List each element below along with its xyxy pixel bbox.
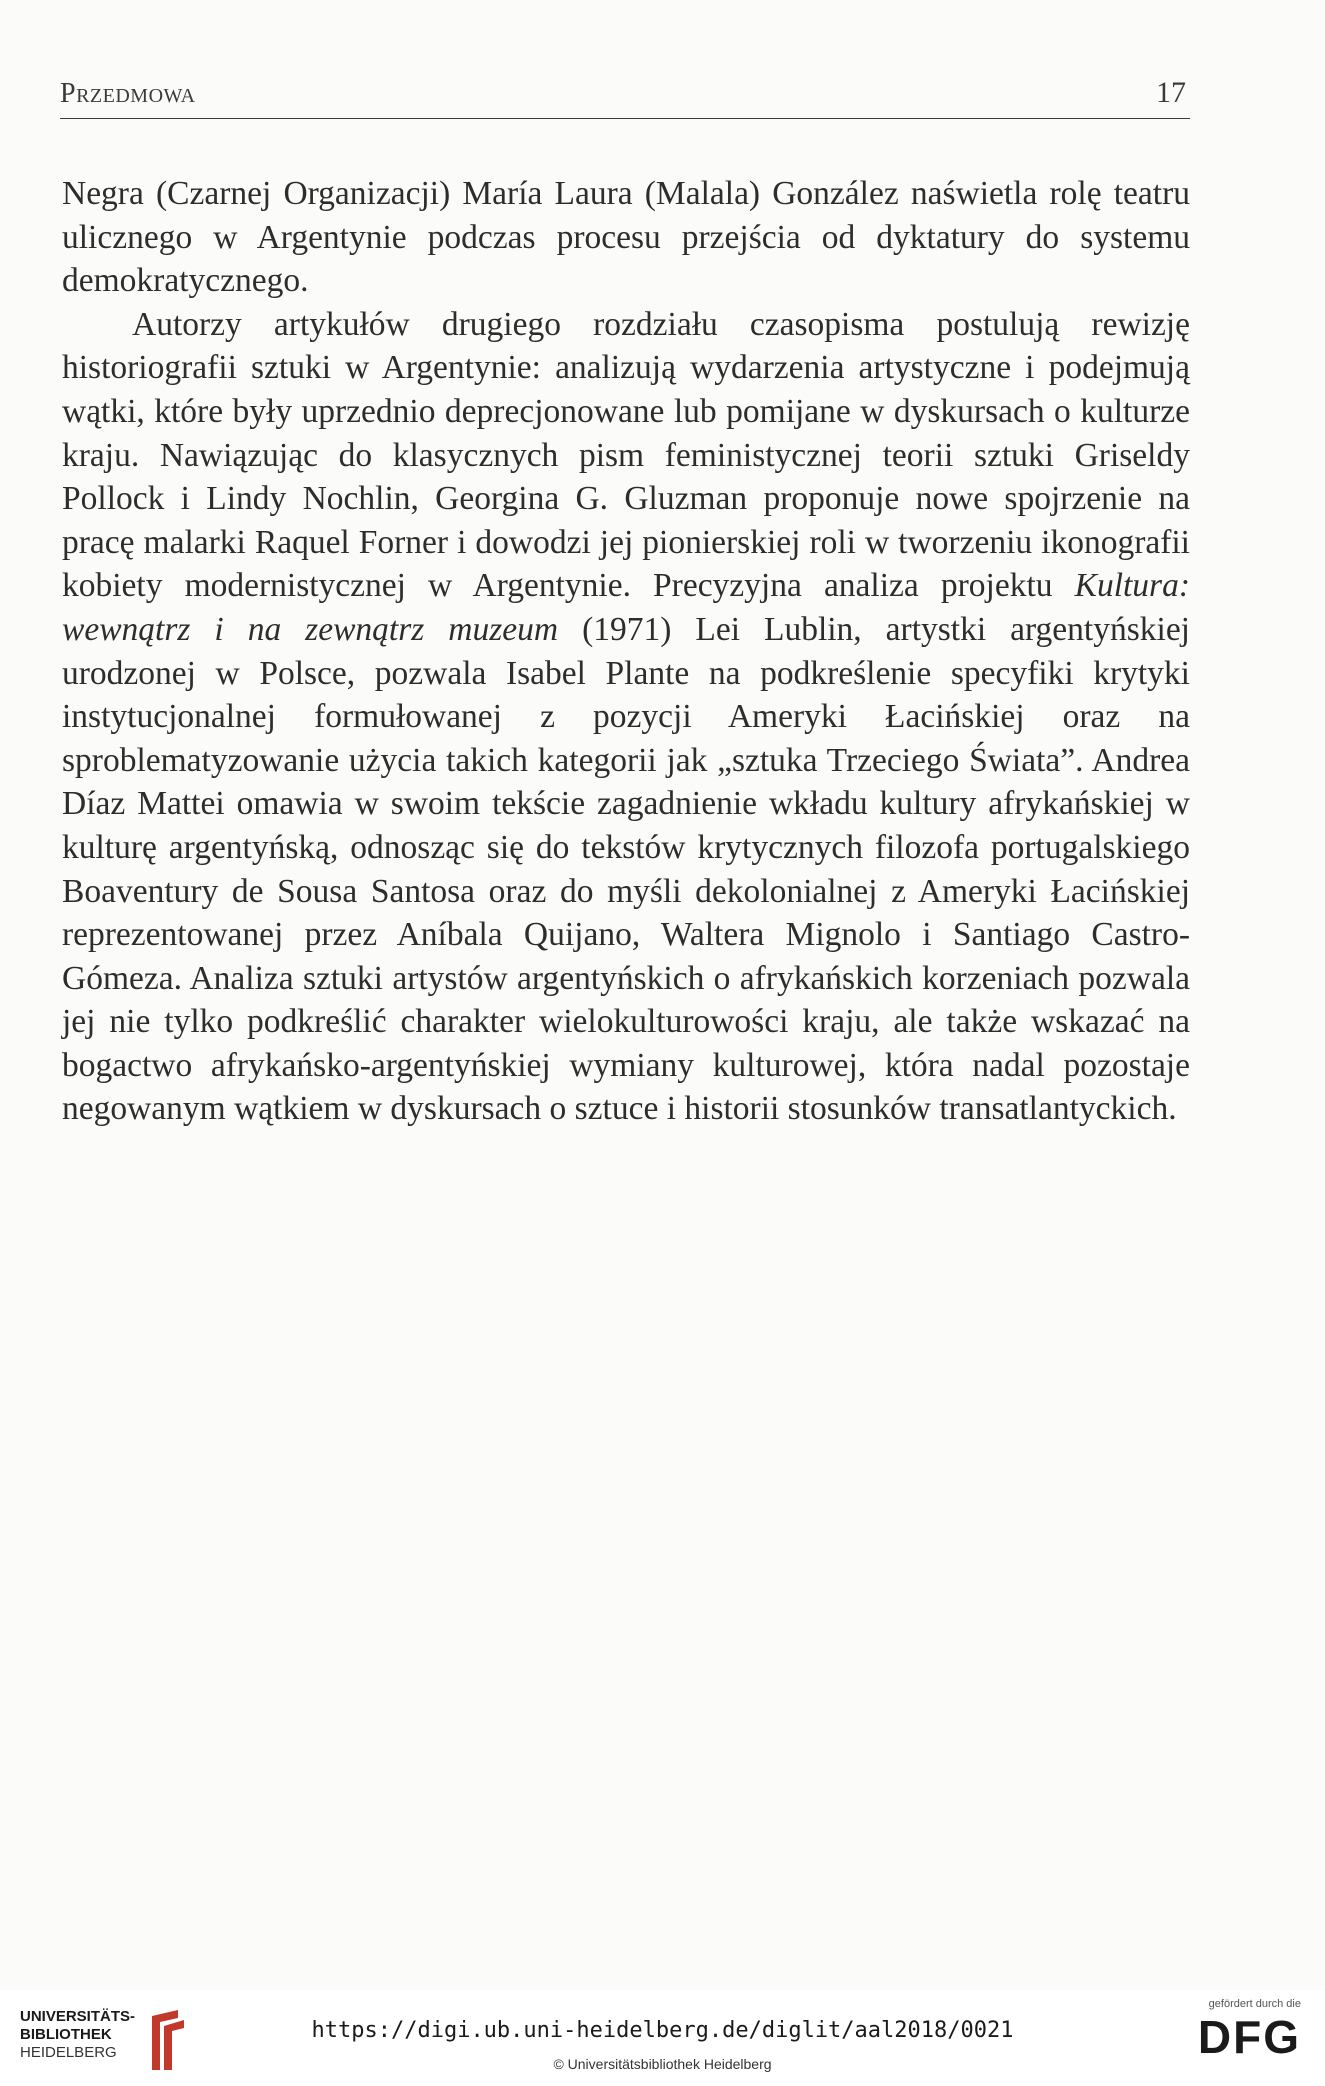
digitization-footer <box>0 1990 1325 2086</box>
library-logo-line1: UNIVERSITÄTS- <box>20 2008 136 2025</box>
paragraph-2-text-a: Autorzy artykułów drugiego rozdziału czasopisma postulują rewizję historiografii sztuki w Argentynie: analizują wydarzenia artystyczne i podejmują wątki, które były uprzednio deprecjonowane lub pomijane w dyskursach o kulturze kraju. Nawiązując do klasycznych pism feministycznej teorii sztuki Griseldy Pollock i Lindy Nochlin, Georgina G. Gluzman proponuje nowe spojrzenie na pracę malarki Raquel Forner i dowodzi jej pionierskiej roli w tworzeniu ikonografii kobiety modernistycznej w Argentynie. Precyzyjna analiza projektu <box>62 305 1190 605</box>
body-text <box>62 172 1190 1131</box>
copyright-notice: © Universitätsbibliothek Heidelberg <box>553 2056 772 2072</box>
dfg-logo: DFG <box>1197 2011 1301 2063</box>
document-url-link[interactable]: https://digi.ub.uni-heidelberg.de/diglit/aal2018/0021 <box>311 2018 1014 2043</box>
running-head <box>60 74 1190 119</box>
library-logo-line2: BIBLIOTHEK <box>20 2026 112 2043</box>
funder-block <box>1171 1998 1301 2078</box>
library-logo-line3: HEIDELBERG <box>20 2044 117 2061</box>
paragraph-2-text-b: (1971) Lei Lublin, artystki argentyńskiej urodzonej w Polsce, pozwala Isabel Plante na podkreślenie specyfiki krytyki instytucjonalnej formułowanej z pozycji Ameryki Łacińskiej oraz na sproblematyzowanie użycia takich kategorii jak „sztuka Trzeciego Świata”. Andrea Díaz Mattei omawia w swoim tekście zagadnienie wkładu kultury afrykańskiej w kulturę argentyńską, odnosząc się do tekstów krytycznych filozofa portugalskiego Boaventury de Sousa Santosa oraz do myśli dekolonialnej z Ameryki Łacińskiej reprezentowanej przez Aníbala Quijano, Waltera Mignolo i Santiago Castro-Gómeza. Analiza sztuki artystów argentyńskich o afrykańskich korzeniach pozwala jej nie tylko podkreślić charakter wielokulturowości kraju, ale także wskazać na bogactwo afrykańsko-argentyńskiej wymiany kulturowej, która nadal pozostaje negowanym wątkiem w dyskursach o sztuce i historii stosunków transatlantyckich. <box>62 610 1190 1128</box>
paragraph-1: Negra (Czarnej Organizacji) María Laura (Malala) González naświetla rolę teatru ulicznego w Argentynie podczas procesu przejścia od dyktatury do systemu demokratycznego. <box>62 175 1190 300</box>
artwork-title: Kultura: wewnątrz i na zewnątrz muzeum <box>62 567 1190 648</box>
running-title: Przedmowa <box>60 78 196 109</box>
page-number: 17 <box>1156 76 1186 109</box>
funder-caption: gefördert durch die <box>1208 1998 1301 2010</box>
paragraph-2 <box>62 303 1190 1131</box>
